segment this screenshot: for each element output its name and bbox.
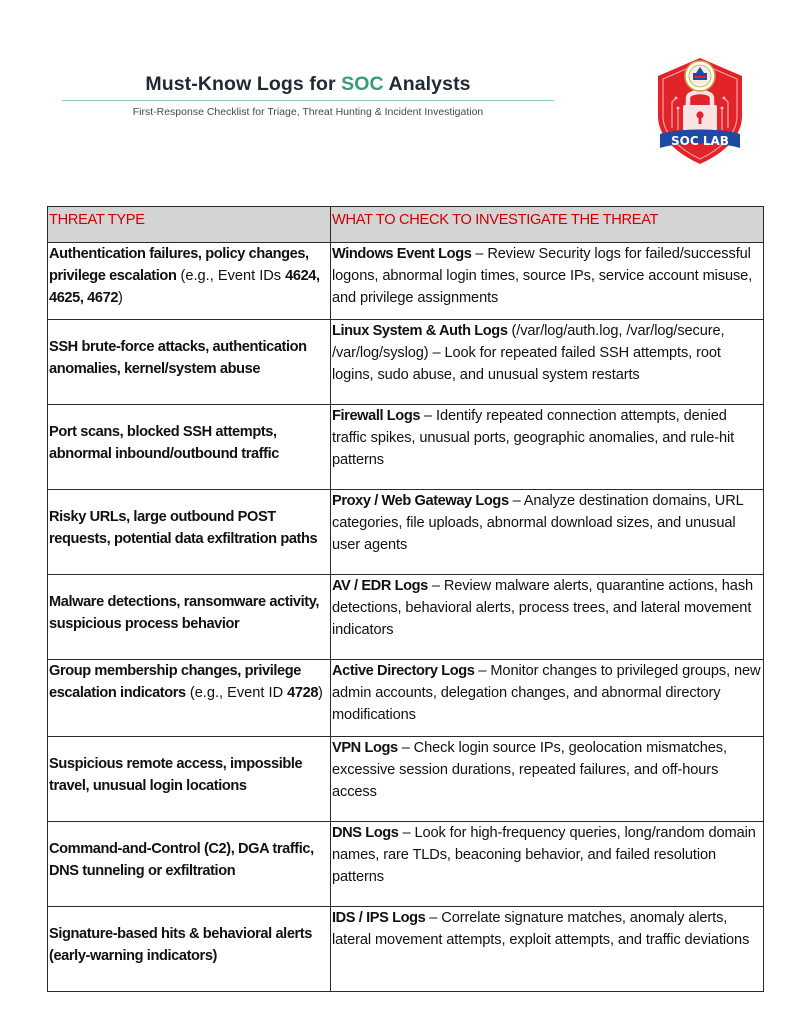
table-row <box>48 320 764 405</box>
threat-type-cell <box>48 660 331 737</box>
log-source-name: VPN Logs <box>332 740 398 756</box>
threat-note-end: ) <box>118 290 123 306</box>
threat-text: Suspicious remote access, impossible travel, unusual login locations <box>49 756 303 794</box>
threat-note-end: ) <box>318 685 323 701</box>
title-accent-text: SOC <box>341 73 384 95</box>
column-header-threat-type: THREAT TYPE <box>48 207 331 243</box>
table-row <box>48 243 764 320</box>
what-to-check-cell <box>331 320 764 405</box>
threat-type-cell <box>48 490 331 575</box>
threat-text: Malware detections, ransomware activity, suspicious process behavior <box>49 594 320 632</box>
threat-text: Port scans, blocked SSH attempts, abnormal inbound/outbound traffic <box>49 424 279 462</box>
title-text-end: Analysts <box>383 73 471 95</box>
table-row <box>48 660 764 737</box>
log-check-description: – Correlate signature matches, anomaly alerts, lateral movement attempts, exploit attempts, and traffic deviations <box>332 910 750 948</box>
table-row <box>48 405 764 490</box>
threat-type-cell <box>48 320 331 405</box>
table-header-row <box>48 207 764 243</box>
title-divider <box>62 100 554 101</box>
log-check-description: (/var/log/auth.log, /var/log/secure, /var/log/syslog) – Look for repeated failed SSH attempts, root logins, sudo abuse, and unusual system restarts <box>332 323 725 383</box>
log-check-description: – Monitor changes to privileged groups, new admin accounts, delegation changes, and abnormal directory modifications <box>332 663 761 723</box>
what-to-check-cell <box>331 822 764 907</box>
table-row <box>48 575 764 660</box>
document-header <box>62 72 554 119</box>
log-check-description: – Analyze destination domains, URL categories, file uploads, abnormal download sizes, and unusual user agents <box>332 493 744 553</box>
threat-text: SSH brute-force attacks, authentication anomalies, kernel/system abuse <box>49 339 307 377</box>
log-source-name: Active Directory Logs <box>332 663 475 679</box>
log-source-name: IDS / IPS Logs <box>332 910 426 926</box>
log-source-name: Windows Event Logs <box>332 246 472 262</box>
what-to-check-cell <box>331 575 764 660</box>
table-row <box>48 822 764 907</box>
logo-text: SOC LAB <box>671 134 729 148</box>
threat-type-cell <box>48 822 331 907</box>
padlock-shield-icon <box>650 54 750 166</box>
threat-type-cell <box>48 243 331 320</box>
what-to-check-cell <box>331 660 764 737</box>
threat-text: Group membership changes, privilege escalation indicators <box>49 663 302 701</box>
log-check-description: – Look for high-frequency queries, long/random domain names, rare TLDs, beaconing behavior, and failed resolution patterns <box>332 825 756 885</box>
threat-type-cell <box>48 907 331 992</box>
threat-type-cell <box>48 575 331 660</box>
threat-text: Signature-based hits & behavioral alerts (early-warning indicators) <box>49 926 312 964</box>
what-to-check-cell <box>331 737 764 822</box>
table-row <box>48 907 764 992</box>
what-to-check-cell <box>331 490 764 575</box>
threat-text: Authentication failures, policy changes, privilege escalation <box>49 246 309 284</box>
log-check-description: – Identify repeated connection attempts, denied traffic spikes, unusual ports, geographic anomalies, and rule-hit patterns <box>332 408 735 468</box>
log-source-name: DNS Logs <box>332 825 399 841</box>
log-source-name: Firewall Logs <box>332 408 421 424</box>
event-ids: 4728 <box>287 685 319 701</box>
threat-text: Risky URLs, large outbound POST requests, potential data exfiltration paths <box>49 509 318 547</box>
threat-note: (e.g., Event ID <box>185 685 288 701</box>
table-row <box>48 490 764 575</box>
log-check-description: – Review Security logs for failed/successful logons, abnormal login times, source IPs, service account misuse, and privilege assignments <box>332 246 753 306</box>
table-row <box>48 737 764 822</box>
log-source-name: AV / EDR Logs <box>332 578 428 594</box>
document-title <box>62 72 554 96</box>
what-to-check-cell <box>331 907 764 992</box>
title-text: Must-Know Logs for <box>145 73 342 95</box>
log-source-name: Linux System & Auth Logs <box>332 323 508 339</box>
what-to-check-cell <box>331 405 764 490</box>
threat-type-cell <box>48 405 331 490</box>
log-check-description: – Check login source IPs, geolocation mismatches, excessive session durations, repeated failures, and off-hours access <box>332 740 727 800</box>
threat-text: Command-and-Control (C2), DGA traffic, DNS tunneling or exfiltration <box>49 841 314 879</box>
log-source-name: Proxy / Web Gateway Logs <box>332 493 509 509</box>
logs-checklist-table <box>47 206 764 992</box>
log-check-description: – Review malware alerts, quarantine actions, hash detections, behavioral alerts, process trees, and lateral movement indicators <box>332 578 754 638</box>
soc-lab-logo <box>650 54 750 166</box>
threat-type-cell <box>48 737 331 822</box>
document-subtitle: First-Response Checklist for Triage, Threat Hunting & Incident Investigation <box>132 106 484 118</box>
column-header-what-to-check: WHAT TO CHECK TO INVESTIGATE THE THREAT <box>331 207 764 243</box>
event-ids: 4624, 4625, 4672 <box>49 268 320 306</box>
threat-note: (e.g., Event IDs <box>176 268 286 284</box>
what-to-check-cell <box>331 243 764 320</box>
